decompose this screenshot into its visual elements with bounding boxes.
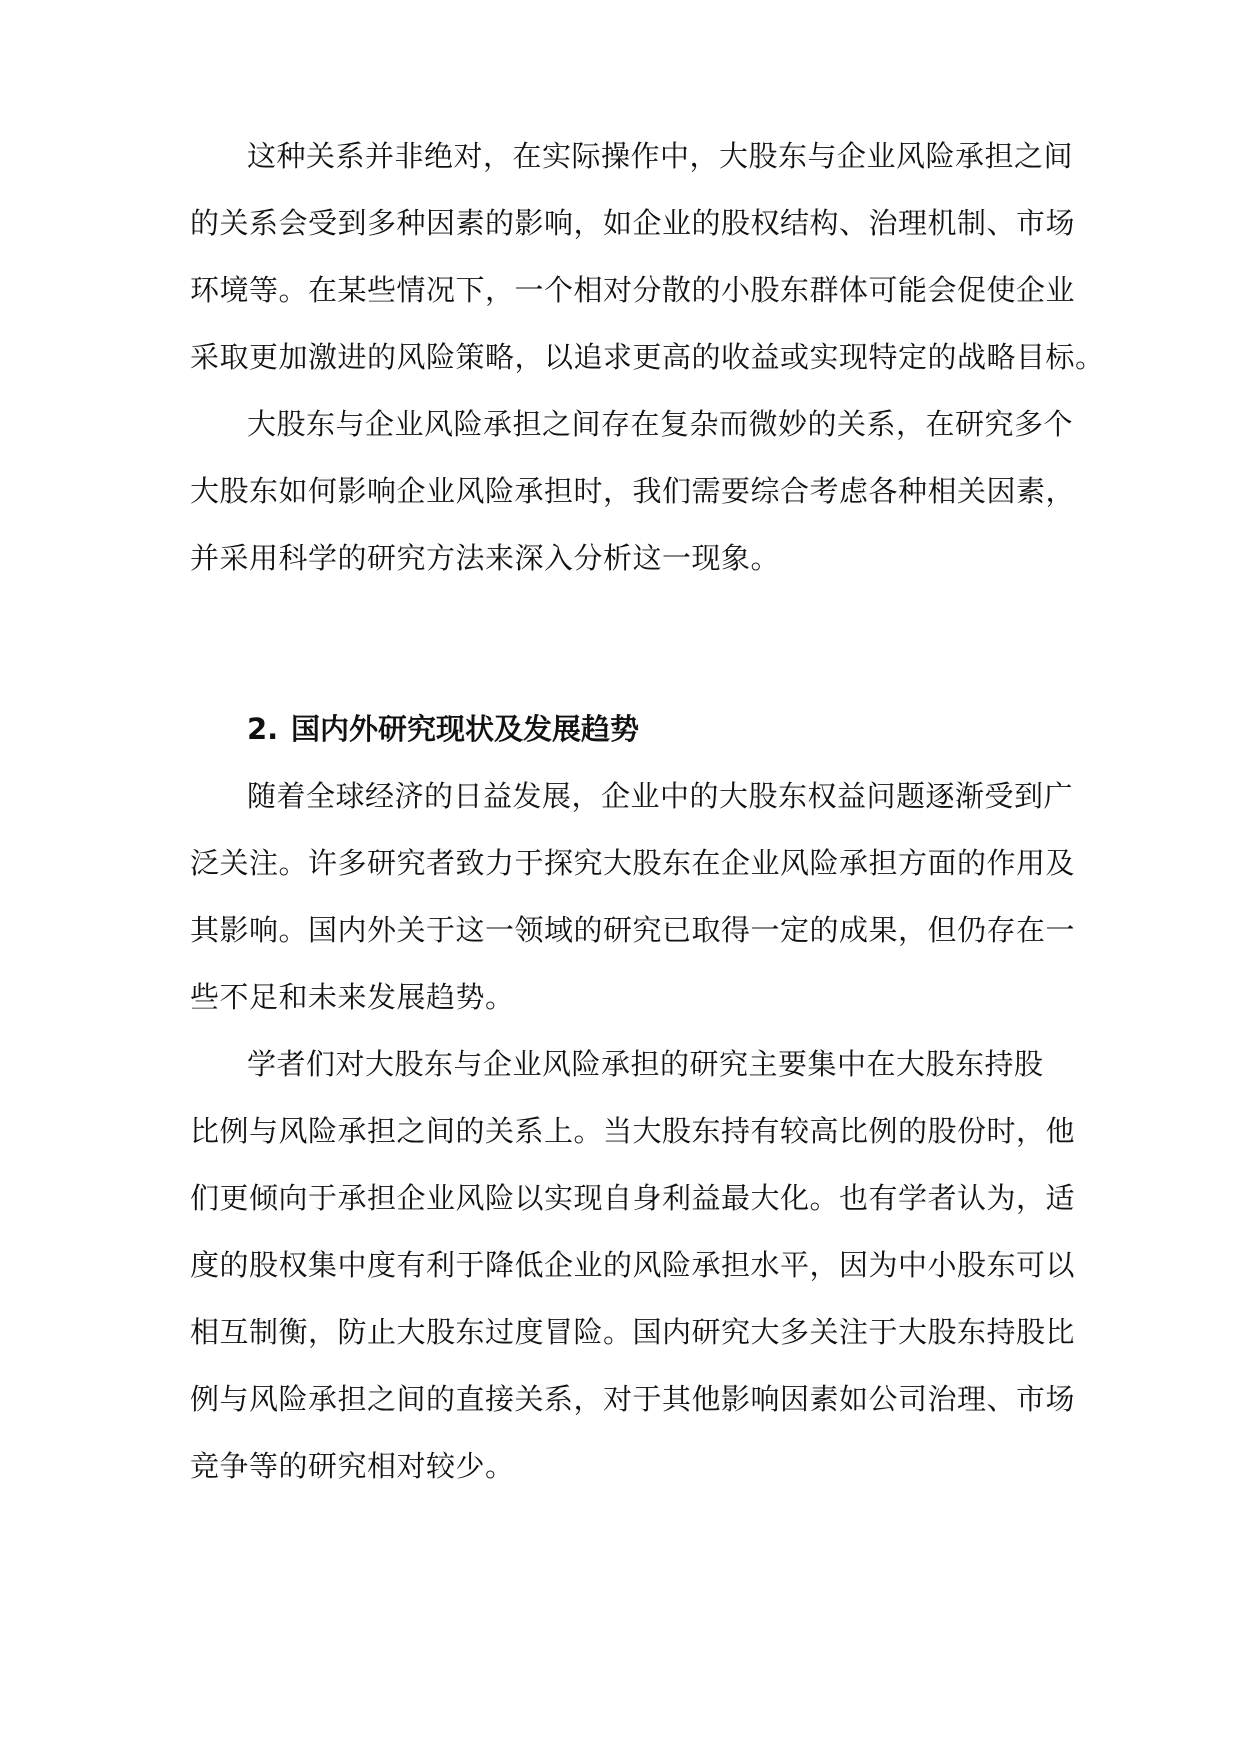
paragraph-line: 度的股权集中度有利于降低企业的风险承担水平，因为中小股东可以 [190, 1248, 1076, 1282]
section-title: 国内外研究现状及发展趋势 [291, 712, 640, 746]
paragraph-line: 随着全球经济的日益发展，企业中的大股东权益问题逐渐受到广 [247, 779, 1074, 813]
paragraph-line: 大股东如何影响企业风险承担时，我们需要综合考虑各种相关因素， [190, 474, 1076, 508]
paragraph-line: 学者们对大股东与企业风险承担的研究主要集中在大股东持股 [247, 1047, 1044, 1081]
paragraph-line: 些不足和未来发展趋势。 [190, 980, 515, 1014]
paragraph-line: 例与风险承担之间的直接关系，对于其他影响因素如公司治理、市场 [190, 1382, 1076, 1416]
section-heading [247, 709, 639, 749]
paragraph-line: 的关系会受到多种因素的影响，如企业的股权结构、治理机制、市场 [190, 206, 1076, 240]
paragraph-line: 泛关注。许多研究者致力于探究大股东在企业风险承担方面的作用及 [190, 846, 1076, 880]
paragraph-line: 这种关系并非绝对，在实际操作中，大股东与企业风险承担之间 [247, 139, 1074, 173]
paragraph-line: 采取更加激进的风险策略，以追求更高的收益或实现特定的战略目标。 [190, 340, 1105, 374]
section-number: 2. [247, 712, 279, 746]
paragraph-line: 比例与风险承担之间的关系上。当大股东持有较高比例的股份时，他 [190, 1114, 1076, 1148]
paragraph-line: 并采用科学的研究方法来深入分析这一现象。 [190, 541, 781, 575]
paragraph-line: 竞争等的研究相对较少。 [190, 1449, 515, 1483]
paragraph-line: 大股东与企业风险承担之间存在复杂而微妙的关系，在研究多个 [247, 407, 1074, 441]
paragraph-line: 相互制衡，防止大股东过度冒险。国内研究大多关注于大股东持股比 [190, 1315, 1076, 1349]
paragraph-line: 其影响。国内外关于这一领域的研究已取得一定的成果，但仍存在一 [190, 913, 1076, 947]
paragraph-line: 们更倾向于承担企业风险以实现自身利益最大化。也有学者认为，适 [190, 1181, 1076, 1215]
paragraph-line: 环境等。在某些情况下，一个相对分散的小股东群体可能会促使企业 [190, 273, 1076, 307]
